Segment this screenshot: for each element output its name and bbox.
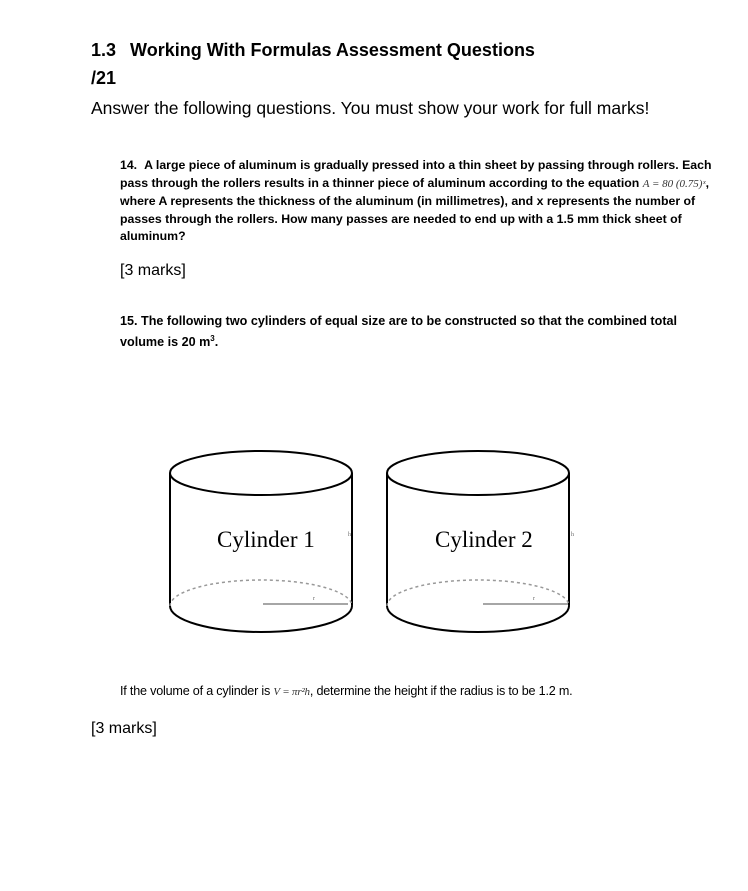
question-15-superscript: 3: [210, 334, 215, 343]
question-14-equation: A = 80 (0.75)ˣ: [642, 177, 706, 190]
cylinder-2-label: Cylinder 2: [435, 527, 533, 552]
instructions: Answer the following questions. You must show your work for full marks!: [91, 98, 650, 118]
cylinder-1-label: Cylinder 1: [217, 527, 315, 552]
question-15-marks: [3 marks]: [91, 720, 157, 737]
section-number: 1.3: [91, 40, 117, 60]
question-14-text-end: , where A represents the thickness of the aluminum (in millimetres), and x represents the number of passes through the rollers. How many passes are needed to end up with a 1.5 mm thick sheet of aluminum?: [120, 175, 709, 244]
question-15-text: The following two cylinders of equal size are to be constructed so that the combined total volume is 20 m: [120, 314, 678, 350]
total-score: /21: [91, 68, 117, 88]
cylinder-1-radius-label: r: [313, 596, 315, 602]
question-14: [120, 157, 720, 246]
question-15-number: 15.: [120, 314, 138, 328]
question-14-text: A large piece of aluminum is gradually pressed into a thin sheet by passing through rollers. Each pass through the rollers results in a thinner piece of aluminum according to the equation: [120, 158, 712, 190]
question-15-period: .: [214, 335, 219, 350]
question-14-number: 14.: [120, 158, 138, 172]
cylinder-2-radius-label: r: [533, 596, 535, 602]
page-title: [91, 40, 535, 61]
question-15: [120, 312, 720, 351]
volume-prompt-text: If the volume of a cylinder is: [120, 684, 271, 698]
title-text: Working With Formulas Assessment Questions: [130, 40, 535, 60]
cylinder-1-height-label: h: [348, 532, 351, 538]
cylinder-2-height-label: h: [571, 532, 574, 538]
question-14-marks: [3 marks]: [120, 262, 186, 279]
cylinders-figure: [165, 443, 585, 643]
volume-prompt: [120, 684, 730, 698]
volume-equation: V = πr²h: [273, 686, 310, 698]
volume-prompt-end: , determine the height if the radius is to be 1.2 m.: [309, 684, 573, 698]
